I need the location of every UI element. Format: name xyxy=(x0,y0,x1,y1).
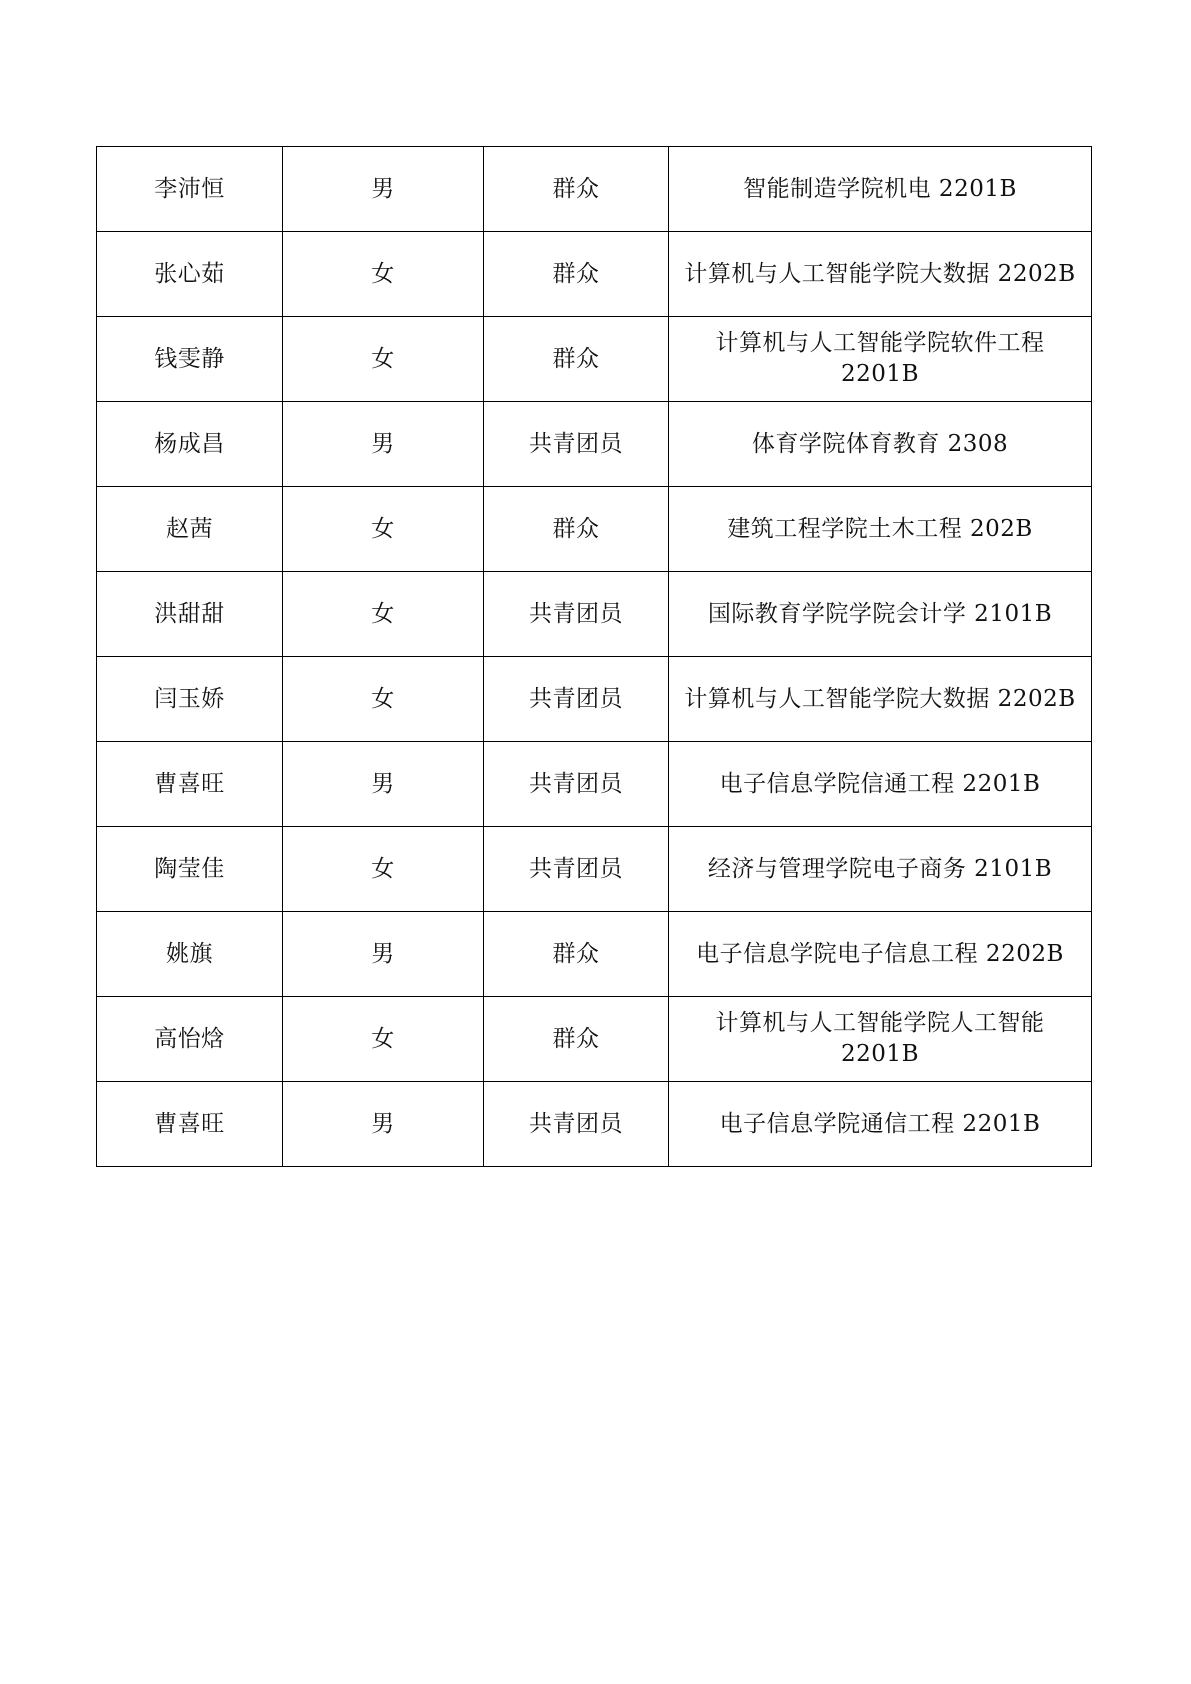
gender-cell: 男 xyxy=(283,912,484,997)
political-status-cell: 共青团员 xyxy=(484,402,669,487)
gender-cell: 男 xyxy=(283,147,484,232)
name-cell: 钱雯静 xyxy=(97,317,283,402)
political-status-cell: 共青团员 xyxy=(484,657,669,742)
table-row xyxy=(97,657,1092,742)
name-cell: 曹喜旺 xyxy=(97,1082,283,1167)
table-row xyxy=(97,997,1092,1082)
gender-cell: 女 xyxy=(283,487,484,572)
political-status-cell: 群众 xyxy=(484,317,669,402)
table-row xyxy=(97,742,1092,827)
name-cell: 李沛恒 xyxy=(97,147,283,232)
table-row xyxy=(97,232,1092,317)
gender-cell: 女 xyxy=(283,572,484,657)
table-row xyxy=(97,147,1092,232)
gender-cell: 女 xyxy=(283,657,484,742)
gender-cell: 女 xyxy=(283,997,484,1082)
political-status-cell: 共青团员 xyxy=(484,742,669,827)
political-status-cell: 共青团员 xyxy=(484,572,669,657)
class-cell: 体育学院体育教育 2308 xyxy=(669,402,1092,487)
political-status-cell: 群众 xyxy=(484,912,669,997)
gender-cell: 女 xyxy=(283,827,484,912)
name-cell: 杨成昌 xyxy=(97,402,283,487)
political-status-cell: 共青团员 xyxy=(484,827,669,912)
political-status-cell: 群众 xyxy=(484,997,669,1082)
name-cell: 姚旗 xyxy=(97,912,283,997)
gender-cell: 女 xyxy=(283,317,484,402)
member-roster-table xyxy=(96,146,1092,1167)
name-cell: 曹喜旺 xyxy=(97,742,283,827)
class-cell: 电子信息学院通信工程 2201B xyxy=(669,1082,1092,1167)
name-cell: 陶莹佳 xyxy=(97,827,283,912)
class-cell: 经济与管理学院电子商务 2101B xyxy=(669,827,1092,912)
class-cell: 电子信息学院电子信息工程 2202B xyxy=(669,912,1092,997)
gender-cell: 女 xyxy=(283,232,484,317)
political-status-cell: 群众 xyxy=(484,232,669,317)
class-cell: 计算机与人工智能学院软件工程 2201B xyxy=(669,317,1092,402)
class-cell: 智能制造学院机电 2201B xyxy=(669,147,1092,232)
gender-cell: 男 xyxy=(283,402,484,487)
name-cell: 闫玉娇 xyxy=(97,657,283,742)
class-cell: 电子信息学院信通工程 2201B xyxy=(669,742,1092,827)
name-cell: 张心茹 xyxy=(97,232,283,317)
name-cell: 高怡焓 xyxy=(97,997,283,1082)
table-row xyxy=(97,827,1092,912)
table-row xyxy=(97,317,1092,402)
table-row xyxy=(97,487,1092,572)
table-row xyxy=(97,912,1092,997)
political-status-cell: 群众 xyxy=(484,147,669,232)
class-cell: 建筑工程学院土木工程 202B xyxy=(669,487,1092,572)
name-cell: 赵茜 xyxy=(97,487,283,572)
political-status-cell: 共青团员 xyxy=(484,1082,669,1167)
political-status-cell: 群众 xyxy=(484,487,669,572)
class-cell: 计算机与人工智能学院人工智能 2201B xyxy=(669,997,1092,1082)
name-cell: 洪甜甜 xyxy=(97,572,283,657)
class-cell: 国际教育学院学院会计学 2101B xyxy=(669,572,1092,657)
gender-cell: 男 xyxy=(283,742,484,827)
table-row xyxy=(97,1082,1092,1167)
class-cell: 计算机与人工智能学院大数据 2202B xyxy=(669,232,1092,317)
table-row xyxy=(97,402,1092,487)
gender-cell: 男 xyxy=(283,1082,484,1167)
class-cell: 计算机与人工智能学院大数据 2202B xyxy=(669,657,1092,742)
roster-body xyxy=(97,147,1092,1167)
table-row xyxy=(97,572,1092,657)
